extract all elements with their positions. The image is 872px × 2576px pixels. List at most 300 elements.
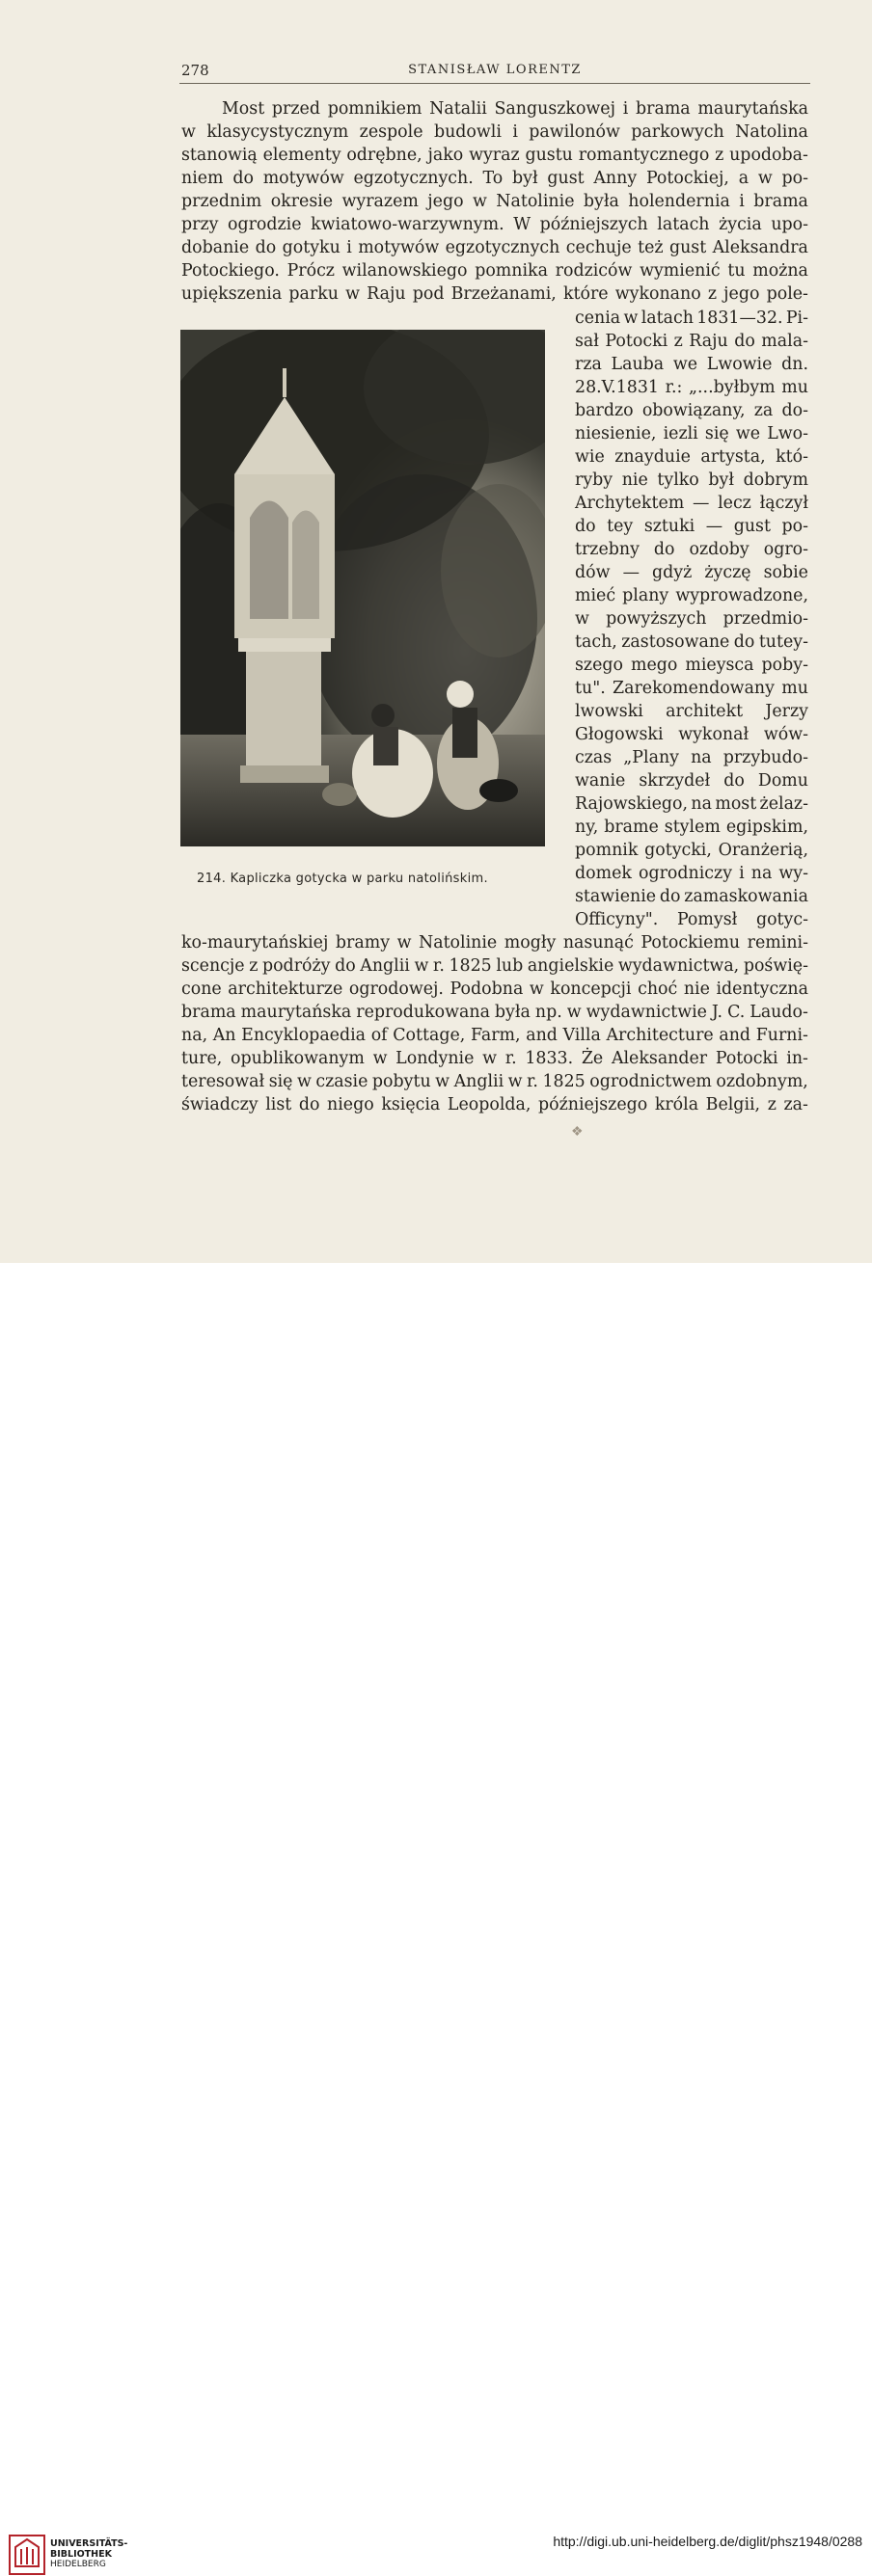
word: Anglii — [360, 956, 410, 976]
column-line — [575, 908, 808, 931]
word: r. — [432, 956, 445, 976]
word: — — [622, 563, 640, 582]
text-line — [181, 121, 808, 144]
word: egzotycznych — [445, 238, 560, 257]
word: rodziców — [555, 261, 633, 281]
word: iezli — [663, 424, 698, 443]
word: domek — [575, 864, 632, 883]
word: przednim — [181, 192, 262, 211]
word: latach — [657, 215, 710, 234]
word: mu — [781, 679, 808, 698]
word: architekt — [666, 702, 744, 721]
word: wykonał — [678, 725, 749, 744]
word: w — [623, 309, 639, 328]
text-line — [181, 954, 808, 978]
word: and — [526, 1026, 558, 1045]
word: egipskim, — [725, 818, 808, 837]
word: sał — [575, 332, 599, 351]
word: Most — [222, 99, 265, 119]
word: a — [738, 169, 749, 188]
word: ozdoby — [689, 540, 749, 559]
column-line — [575, 862, 808, 885]
word: Zarekomendowany — [613, 679, 775, 698]
column-line — [575, 422, 808, 445]
word: maurytańska — [240, 1003, 352, 1022]
word: Oranżerią, — [718, 841, 808, 860]
word: Pi- — [785, 309, 808, 328]
word: na — [750, 864, 773, 883]
word: wie — [575, 447, 605, 467]
word: z — [707, 284, 718, 304]
word: upodoba- — [729, 146, 808, 165]
word: scencje — [181, 956, 245, 976]
word: niesienie, — [575, 424, 657, 443]
word: Raju — [367, 284, 406, 304]
word: czas — [575, 748, 613, 767]
word: cenia — [575, 309, 621, 328]
word: w — [575, 609, 589, 629]
word: pawilonów — [529, 122, 620, 142]
word: wydawnictwie — [586, 1003, 707, 1022]
word: życzę — [704, 563, 751, 582]
text-line — [181, 97, 808, 121]
word: przybudo- — [722, 748, 808, 767]
word: gotyc- — [755, 910, 808, 929]
word: w — [566, 1003, 582, 1022]
word: To — [482, 169, 504, 188]
word: z — [767, 1095, 777, 1114]
word: tylko — [657, 470, 699, 490]
word: ogrodzie — [228, 215, 302, 234]
word: ozdobnym, — [716, 1072, 808, 1091]
word: przy — [181, 215, 219, 234]
word: dów — [575, 563, 611, 582]
word: lwowski — [575, 702, 643, 721]
word: romantycznego — [578, 146, 710, 165]
word: stanowią — [181, 146, 258, 165]
word: i — [346, 238, 352, 257]
word: Potockiego. — [181, 261, 280, 281]
word: do — [734, 332, 755, 351]
word: remini- — [747, 933, 808, 953]
word: Leopolda, — [447, 1095, 531, 1114]
column-line — [575, 607, 808, 631]
word: Podobna — [450, 979, 524, 999]
word: budowli — [433, 122, 502, 142]
word: Sanguszkowej — [494, 99, 615, 119]
word: cone — [181, 979, 222, 999]
text-line — [181, 1047, 808, 1070]
text-line — [181, 144, 808, 167]
word: ko-maurytańskiej — [181, 933, 329, 953]
word: podróży — [261, 956, 331, 976]
word: zespole — [359, 122, 423, 142]
word: pomnik — [575, 841, 639, 860]
word: nie — [683, 979, 710, 999]
word: w — [507, 1072, 523, 1091]
word: świadczy — [181, 1095, 259, 1114]
word: Aleksandra — [712, 238, 808, 257]
column-line — [575, 307, 808, 330]
word: Encyklopaedia — [241, 1026, 367, 1045]
word: mieć — [575, 586, 616, 605]
word: wów- — [763, 725, 808, 744]
word: wydawnictwa, — [617, 956, 740, 976]
word: koncepcji — [550, 979, 632, 999]
library-line3: HEIDELBERG — [50, 2560, 106, 2569]
word: jego — [427, 192, 464, 211]
word: okresie — [270, 192, 334, 211]
word: egzotycznych. — [353, 169, 474, 188]
word: parku — [288, 284, 339, 304]
column-line — [575, 885, 808, 908]
word: była — [494, 1003, 531, 1022]
word: ogrodnictwem — [589, 1072, 712, 1091]
word: nasunąć — [562, 933, 634, 953]
word: czasie — [315, 1072, 368, 1091]
word: 1833. — [525, 1049, 574, 1068]
word: choć — [638, 979, 678, 999]
running-head: STANISŁAW LORENTZ — [408, 63, 582, 77]
word: powyższych — [606, 609, 707, 629]
word: Cottage, — [393, 1026, 466, 1045]
word: wymienić — [640, 261, 721, 281]
word: trzebny — [575, 540, 640, 559]
column-line — [575, 492, 808, 515]
word: do — [575, 517, 596, 536]
word: Potockiemu — [640, 933, 741, 953]
word: i — [739, 864, 745, 883]
word: pomnika — [475, 261, 548, 281]
word: latach — [640, 309, 694, 328]
word: tu — [727, 261, 746, 281]
word: odrębne, — [346, 146, 422, 165]
word: mogły — [504, 933, 557, 953]
word: r. — [504, 1049, 517, 1068]
word: w — [296, 1072, 312, 1091]
word: dobanie — [181, 238, 250, 257]
document-url-link[interactable]: http://digi.ub.uni-heidelberg.de/diglit/phsz1948/0288 — [553, 2534, 862, 2549]
word: na — [691, 748, 712, 767]
word: można — [752, 261, 808, 281]
library-line1: UNIVERSITÄTS- — [50, 2538, 128, 2549]
word: Pomysł — [676, 910, 738, 929]
word: szego — [575, 656, 623, 675]
word: r.: — [665, 378, 683, 397]
word: Farm, — [470, 1026, 521, 1045]
word: w — [435, 1072, 450, 1091]
word: parkowych — [631, 122, 724, 142]
word: Anglii — [453, 1072, 504, 1091]
column-line — [575, 330, 808, 353]
word: na — [691, 794, 712, 814]
word: — — [705, 517, 723, 536]
column-line — [575, 515, 808, 538]
text-line — [181, 236, 808, 259]
word: wyraz — [469, 146, 520, 165]
word: Archytektem — [575, 494, 685, 513]
word: Jerzy — [765, 702, 808, 721]
column-line — [575, 816, 808, 839]
text-line — [181, 1093, 808, 1116]
word: we — [672, 355, 698, 374]
column-line — [575, 792, 808, 816]
word: and — [719, 1026, 751, 1045]
word: w — [529, 979, 544, 999]
word: i — [512, 122, 518, 142]
column-line — [575, 538, 808, 561]
word: 1825 — [542, 1072, 586, 1091]
word: sobie — [763, 563, 808, 582]
word: gustu — [525, 146, 573, 165]
column-line — [575, 399, 808, 422]
word: pole- — [766, 284, 808, 304]
word: gust — [547, 169, 585, 188]
text-line — [181, 282, 808, 306]
text-line — [181, 190, 808, 213]
word: „...byłbym — [689, 378, 776, 397]
word: do — [733, 632, 755, 652]
word: tey — [607, 517, 634, 536]
word: któ- — [776, 447, 808, 467]
word: ogrodowej. — [348, 979, 444, 999]
column-line — [575, 376, 808, 399]
word: wyrazem — [341, 192, 419, 211]
word: plany — [622, 586, 669, 605]
word: ogro- — [763, 540, 808, 559]
word: do- — [781, 401, 808, 420]
word: np. — [534, 1003, 562, 1022]
word: poświę- — [743, 956, 808, 976]
text-line — [181, 1024, 808, 1047]
column-line — [575, 769, 808, 792]
word: w — [372, 1049, 388, 1068]
word: Głogowski — [575, 725, 664, 744]
word: w — [757, 169, 773, 188]
word: lub — [496, 956, 524, 976]
word: się — [704, 424, 729, 443]
word: przedmio- — [722, 609, 808, 629]
word: Prócz — [286, 261, 335, 281]
word: r. — [527, 1072, 538, 1091]
word: wykonano — [614, 284, 701, 304]
text-line — [181, 213, 808, 236]
word: Lwowie — [706, 355, 773, 374]
word: późniejszych — [539, 215, 648, 234]
word: of — [370, 1026, 388, 1045]
word: pod — [412, 284, 445, 304]
word: Aleksander — [611, 1049, 708, 1068]
column-line — [575, 723, 808, 746]
word: angielskie — [527, 956, 614, 976]
word: mieysca — [685, 656, 754, 675]
word: mego — [630, 656, 678, 675]
word: Villa — [562, 1026, 601, 1045]
word: żelaz- — [759, 794, 808, 814]
word: bardzo — [575, 401, 634, 420]
word: J. — [711, 1003, 723, 1022]
word: gdyż — [652, 563, 693, 582]
word: jego — [723, 284, 760, 304]
word: była — [583, 192, 619, 211]
word: sztuki — [643, 517, 695, 536]
word: do — [659, 887, 681, 906]
word: most — [715, 794, 757, 814]
word: w — [345, 284, 360, 304]
word: upiększenia — [181, 284, 283, 304]
word: Potocki — [715, 1049, 778, 1068]
word: też — [638, 238, 664, 257]
word: zamaskowania — [684, 887, 808, 906]
word: W — [513, 215, 531, 234]
word: za — [753, 401, 774, 420]
word: brama — [636, 99, 691, 119]
word: do — [653, 540, 675, 559]
word: pobytu — [371, 1072, 431, 1091]
word: do — [723, 771, 745, 791]
word: ny, — [575, 818, 599, 837]
word: upo- — [771, 215, 808, 234]
word: w — [181, 122, 196, 142]
library-name — [50, 2538, 127, 2570]
word: poby- — [761, 656, 808, 675]
column-line — [575, 839, 808, 862]
word: Potockiej, — [645, 169, 729, 188]
word: we — [735, 424, 761, 443]
word: późniejszego — [538, 1095, 648, 1114]
text-line — [181, 1001, 808, 1024]
word: w — [472, 192, 487, 211]
word: po- — [781, 517, 808, 536]
word: bramy — [335, 933, 391, 953]
word: Rajowskiego, — [575, 794, 689, 814]
word: 28.V.1831 — [575, 378, 659, 397]
word: in- — [786, 1049, 808, 1068]
word: niem — [181, 169, 224, 188]
word: tach, — [575, 632, 617, 652]
word: króla — [654, 1095, 699, 1114]
word: elementy — [262, 146, 341, 165]
word: wyprowadzone, — [675, 586, 808, 605]
text-line — [181, 978, 808, 1001]
word: tu". — [575, 679, 606, 698]
word: ture, — [181, 1049, 223, 1068]
word: opublikowanym — [231, 1049, 365, 1068]
word: ogrodniczy — [639, 864, 733, 883]
word: łączył — [759, 494, 808, 513]
column-line — [575, 631, 808, 654]
word: wy- — [778, 864, 808, 883]
word: 1831—32. — [696, 309, 783, 328]
word: i — [739, 192, 745, 211]
word: „Plany — [623, 748, 679, 767]
word: tutey- — [758, 632, 808, 652]
column-line — [575, 353, 808, 376]
figure-chapel-illustration — [180, 330, 545, 846]
word: architekturze — [228, 979, 343, 999]
word: w — [414, 956, 429, 976]
word: mu — [781, 378, 808, 397]
word: Lwo- — [767, 424, 808, 443]
figure-caption: 214. Kapliczka gotycka w parku natolińskim. — [197, 872, 488, 886]
word: rza — [575, 355, 602, 374]
word: Londynie — [395, 1049, 475, 1068]
word: gust — [733, 517, 771, 536]
word: Anny — [593, 169, 638, 188]
word: zastosowane — [621, 632, 730, 652]
column-line — [575, 700, 808, 723]
word: kwiatowo-warzywnym. — [311, 215, 504, 234]
chapel-illustration — [180, 330, 545, 846]
word: 1825 — [449, 956, 492, 976]
word: do — [335, 956, 356, 976]
text-line — [181, 931, 808, 954]
word: wilanowskiego — [341, 261, 468, 281]
word: z — [673, 332, 683, 351]
word: był — [511, 169, 538, 188]
word: i — [622, 99, 629, 119]
word: przed — [271, 99, 320, 119]
university-library-logo-icon — [8, 2534, 46, 2576]
word: klasycystycznym — [206, 122, 349, 142]
word: Natolinie — [496, 192, 575, 211]
word: lecz — [718, 494, 751, 513]
word: się — [268, 1072, 293, 1091]
word: — — [692, 494, 710, 513]
page-header — [179, 58, 810, 84]
word: Natalii — [429, 99, 487, 119]
word: motywów — [262, 169, 344, 188]
word: gotyku — [282, 238, 341, 257]
word: gotycki, — [644, 841, 712, 860]
word: w — [396, 933, 412, 953]
word: Furni- — [755, 1026, 808, 1045]
column-line — [575, 677, 808, 700]
word: z — [249, 956, 259, 976]
word: niego — [327, 1095, 374, 1114]
page-ornament-icon: ❖ — [571, 1124, 584, 1140]
word: holendernia — [628, 192, 730, 211]
word: wanie — [575, 771, 626, 791]
word: C. — [727, 1003, 746, 1022]
word: życia — [719, 215, 762, 234]
word: nie — [621, 470, 648, 490]
word: do — [232, 169, 254, 188]
column-line — [575, 746, 808, 769]
word: pomnikiem — [327, 99, 422, 119]
word: skrzydeł — [639, 771, 711, 791]
word: Laudo- — [749, 1003, 808, 1022]
word: brama — [753, 192, 808, 211]
word: motywów — [358, 238, 440, 257]
word: jako — [427, 146, 464, 165]
word: stylem — [664, 818, 721, 837]
word: teresował — [181, 1072, 265, 1091]
word: do — [298, 1095, 320, 1114]
word: artysta, — [700, 447, 766, 467]
scanned-page — [0, 0, 872, 1263]
column-line — [575, 469, 808, 492]
viewer-footer — [0, 1263, 872, 2569]
word: Potocki — [605, 332, 668, 351]
word: obowiązany, — [641, 401, 746, 420]
word: Natolina — [735, 122, 808, 142]
word: na, — [181, 1026, 208, 1045]
text-line — [181, 167, 808, 190]
word: Officyny". — [575, 910, 659, 929]
library-line2: BIBLIOTHEK — [50, 2549, 112, 2560]
column-line — [575, 584, 808, 607]
